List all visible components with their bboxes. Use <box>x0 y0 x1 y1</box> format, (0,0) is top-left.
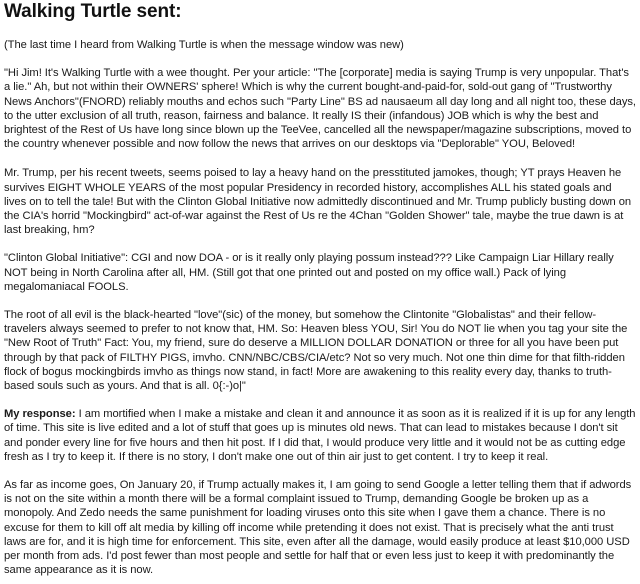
message-paragraph-1: "Hi Jim! It's Walking Turtle with a wee thought. Per your article: "The [corporate] media is saying Trump is very unpopular. That's a lie." Ah, but not within their OWNERS' sphere! Which is why the current bought-and-paid-for, sold-out gang of "Trustworthy News Anchors"(FNORD) reliably mouths and echos such "Party Line" BS ad nausaeum all day long and all night too, these days, to the utter exclusion of all truth, reason, fairness and balance. It really IS their (infandous) JOB which is why the best and brightest of the Rest of Us have long since blown up the TeeVee, cancelled all the newspaper/magazine subscriptions, moved to the country whenever possible and now follow the news that arrives on our desktops via "Deplorable" YOU, Beloved! <box>4 67 636 151</box>
response-paragraph <box>4 407 636 464</box>
income-paragraph: As far as income goes, On January 20, if Trump actually makes it, I am going to send Google a letter telling them that if adwords is not on the site within a month there will be a formal complaint issued to Trump, demanding Google be broken up as a monopoly. And Zedo needs the same punishment for loading viruses onto this site when I gave them a chance. There is no excuse for them to kill off alt media by killing off income while pretending it does not exist. That is precisely what the anti trust laws are for, and it is high time for enforcement. This site, even after all the damage, would easily produce at least $10,000 USD per month from ads. I'd post fewer than most people and settle for half that or even less just to keep it with predominantly the same appearance as it is now. <box>4 479 632 577</box>
page-title: Walking Turtle sent: <box>4 1 182 22</box>
message-paragraph-3: "Clinton Global Initiative": CGI and now DOA - or is it really only playing possum instead??? Like Campaign Liar Hillary really NOT being in North Carolina after all, HM. (Still got that one printed out and posted on my office wall.) Pack of lying megalomaniacal FOOLS. <box>4 252 614 293</box>
response-label: My response: <box>4 408 76 421</box>
response-text: I am mortified when I make a mistake and clean it and announce it as soon as it is realized if it is up for any length of time. This site is live edited and a lot of stuff that goes up is minutes old news. That can lead to mistakes because I don't sit and ponder every line for five hours and then hit post. If I did that, I would produce very little and it would not be as cutting edge fresh as I try to keep it. If there is no story, I don't make one out of thin air just to get content. I try to keep it real. <box>4 408 636 463</box>
message-paragraph-4: The root of all evil is the black-hearted "love"(sic) of the money, but somehow the Clintonite "Globalistas" and their fellow-travelers always seemed to prefer to not know that, HM. So: Heaven bless YOU, Sir! You do NOT lie when you tag your site the "New Root of Truth" Fact: You, my friend, sure do deserve a MILLION DOLLAR DONATION or three for all you have been put through by that pack of FILTHY PIGS, imvho. CNN/NBC/CBS/CIA/etc? Not so very much. Not one thin dime for that filth-ridden flock of bogus mockingbirds imvho as things now stand, in fact! More are awakening to this reality every day, thanks to truth-based souls such as yours. And that is all. 0{:-)o|" <box>4 309 628 393</box>
intro-note: (The last time I heard from Walking Turtle is when the message window was new) <box>4 39 404 51</box>
message-paragraph-2: Mr. Trump, per his recent tweets, seems poised to lay a heavy hand on the presstituted jamokes, though; YT prays Heaven he survives EIGHT WHOLE YEARS of the most popular Presidency in recorded history, accomplishes ALL his stated goals and lives on to tell the tale! But with the Clinton Global Initiative now admittedly discontinued and Mr. Trump publicly busting down on the CIA's horrid "Mockingbird" act-of-war against the Rest of Us re the 4Chan "Golden Shower" tale, maybe the true dawn is at last breaking, hm? <box>4 167 632 237</box>
